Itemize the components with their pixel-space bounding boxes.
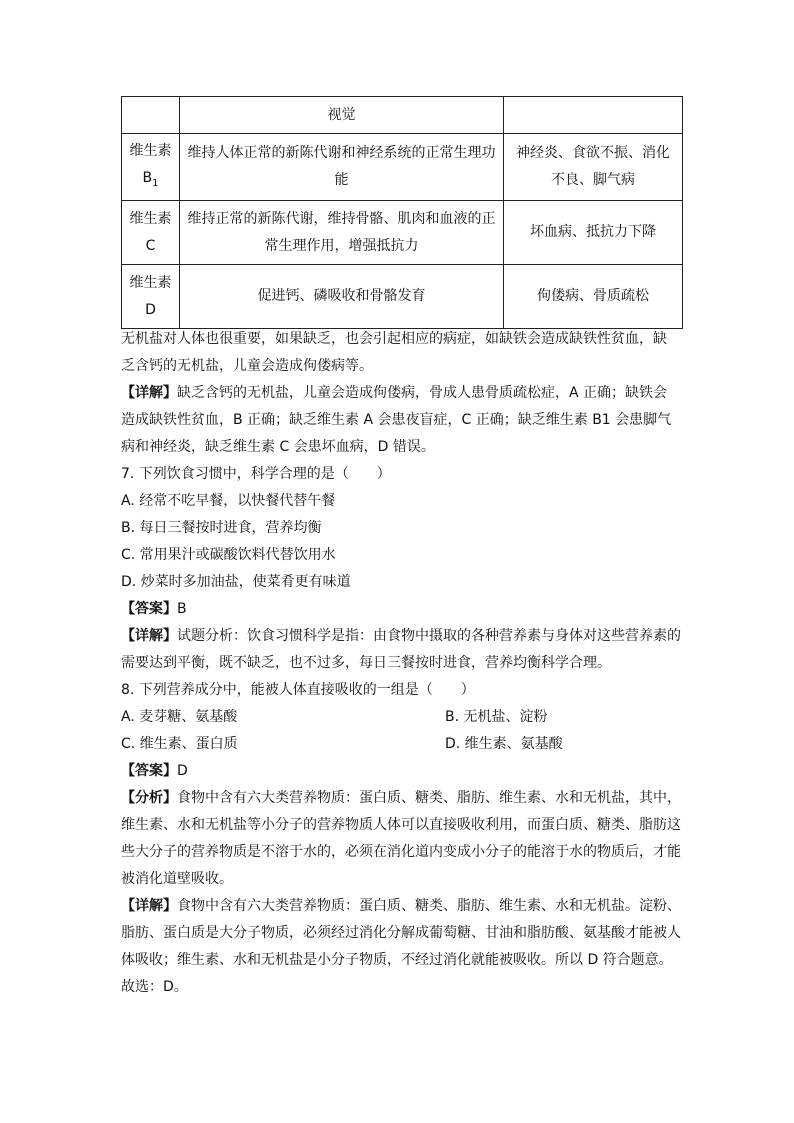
answer-tag: 【答案】	[121, 763, 177, 779]
paragraph-line: 乏含钙的无机盐，儿童会造成佝偻病等。	[121, 358, 373, 374]
table-row	[122, 97, 683, 134]
options-row	[121, 704, 681, 731]
detail-line: 造成缺铁性贫血，B 正确；缺乏维生素 A 会患夜盲症，C 正确；缺乏维生素 B1 会患脚气	[121, 412, 672, 428]
vitamin-letter: C	[145, 237, 156, 254]
detail-line	[121, 380, 681, 407]
answer-line	[121, 758, 681, 785]
detail-line: 体吸收；维生素、水和无机盐是小分子物质，不经过消化就能被吸收。所以 D 符合题意。	[121, 952, 673, 968]
option-d: D. 维生素、氨基酸	[445, 736, 563, 752]
answer-value: B	[177, 601, 187, 617]
table-row	[122, 265, 683, 329]
vitamin-name-cell	[122, 265, 180, 329]
question-7: 7. 下列饮食习惯中，科学合理的是（ ）	[121, 466, 391, 482]
detail-tag: 【详解】	[121, 898, 177, 914]
detail-tag: 【详解】	[121, 385, 177, 401]
table-row	[122, 134, 683, 201]
vitamin-name-cell	[122, 134, 180, 201]
analysis-line: 些大分子的营养物质是不溶于水的，必须在消化道内变成小分子的能溶于水的物质后，才能	[121, 844, 681, 860]
vitamin-table	[121, 96, 683, 329]
table-row	[122, 201, 683, 265]
option-c: C. 维生素、蛋白质	[121, 736, 238, 752]
analysis-text: 食物中含有六大类营养物质：蛋白质、糖类、脂肪、维生素、水和无机盐，其中，	[177, 790, 681, 806]
answer-tag: 【答案】	[121, 601, 177, 617]
detail-tag: 【详解】	[121, 628, 177, 644]
function-cell: 维持正常的新陈代谢，维持骨骼、肌肉和血液的正常生理作用，增强抵抗力	[180, 201, 504, 265]
vitamin-name: 维生素	[129, 274, 172, 291]
deficiency-cell: 坏血病、抵抗力下降	[504, 201, 683, 265]
question-8: 8. 下列营养成分中，能被人体直接吸收的一组是（ ）	[121, 682, 475, 698]
answer-value: D	[177, 763, 188, 779]
vitamin-subscript: 1	[152, 177, 159, 189]
options-row	[121, 731, 681, 758]
analysis-line	[121, 785, 681, 812]
detail-text: 试题分析：饮食习惯科学是指：由食物中摄取的各种营养素与身体对这些营养素的	[177, 628, 681, 644]
detail-line: 脂肪、蛋白质是大分子物质，必须经过消化分解成葡萄糖、甘油和脂肪酸、氨基酸才能被人	[121, 925, 681, 941]
analysis-tag: 【分析】	[121, 790, 177, 806]
deficiency-cell: 神经炎、食欲不振、消化不良、脚气病	[504, 134, 683, 201]
answer-line	[121, 596, 681, 623]
vitamin-name-cell	[122, 201, 180, 265]
analysis-line: 被消化道壁吸收。	[121, 871, 233, 887]
table-cell	[504, 97, 683, 134]
vitamin-letter: D	[145, 301, 156, 318]
function-cell: 促进钙、磷吸收和骨骼发育	[180, 265, 504, 329]
analysis-line: 维生素、水和无机盐等小分子的营养物质人体可以直接吸收利用，而蛋白质、糖类、脂肪这	[121, 817, 681, 833]
option-d: D. 炒菜时多加油盐，使菜肴更有味道	[121, 574, 351, 590]
deficiency-cell: 佝偻病、骨质疏松	[504, 265, 683, 329]
option-b: B. 每日三餐按时进食，营养均衡	[121, 520, 322, 536]
vitamin-letter: B	[142, 169, 153, 186]
table-cell: 视觉	[180, 97, 504, 134]
detail-text: 食物中含有六大类营养物质：蛋白质、糖类、脂肪、维生素、水和无机盐。淀粉、	[177, 898, 681, 914]
option-a: A. 麦芽糖、氨基酸	[121, 709, 238, 725]
function-cell: 维持人体正常的新陈代谢和神经系统的正常生理功能	[180, 134, 504, 201]
detail-line	[121, 893, 681, 920]
paragraph-line: 无机盐对人体也很重要，如果缺乏，也会引起相应的病症，如缺铁会造成缺铁性贫血，缺	[121, 331, 667, 347]
option-c: C. 常用果汁或碳酸饮料代替饮用水	[121, 547, 336, 563]
detail-line	[121, 623, 681, 650]
option-b: B. 无机盐、淀粉	[445, 709, 548, 725]
detail-text: 缺乏含钙的无机盐，儿童会造成佝偻病，骨成人患骨质疏松症，A 正确；缺铁会	[177, 385, 668, 401]
detail-line: 病和神经炎，缺乏维生素 C 会患坏血病，D 错误。	[121, 439, 435, 455]
vitamin-name: 维生素	[129, 142, 172, 159]
option-a: A. 经常不吃早餐，以快餐代替午餐	[121, 493, 336, 509]
body-text	[121, 326, 681, 1001]
vitamin-name: 维生素	[129, 210, 172, 227]
detail-line: 故选：D。	[121, 979, 188, 995]
detail-line: 需要达到平衡，既不缺乏，也不过多，每日三餐按时进食，营养均衡科学合理。	[121, 655, 611, 671]
table-cell	[122, 97, 180, 134]
